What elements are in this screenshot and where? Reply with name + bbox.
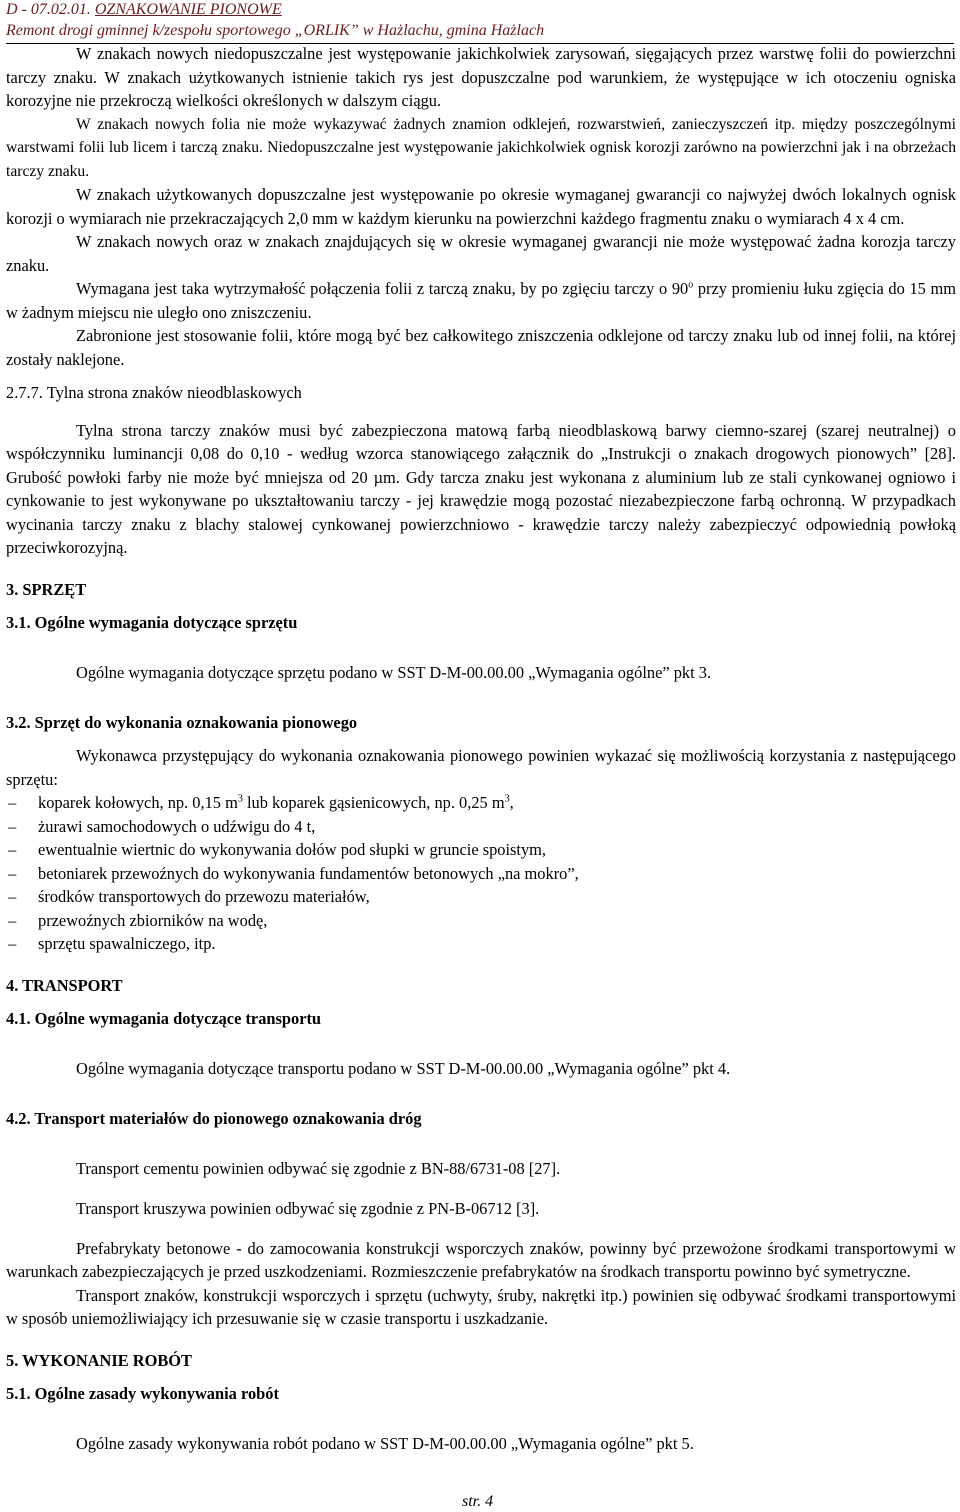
header-line-1 bbox=[6, 1, 282, 19]
list-item: – koparek kołowych, np. 0,15 $m^3$ lub koparek gąsienicowych, np. 0,25 $m^3$, bbox=[6, 791, 956, 815]
page-number: str. 4 bbox=[462, 1493, 494, 1510]
transport-aggregate: Transport kruszywa powinien odbywać się zgodnie z PN-B-06712 [3]. bbox=[76, 1198, 540, 1218]
header-title: OZNAKOWANIE PIONOWE bbox=[94, 1, 282, 18]
section-2-7-7-heading bbox=[6, 381, 956, 405]
section-3-1-heading: 3.1. Ogólne wymagania dotyczące sprzętu bbox=[6, 613, 298, 632]
transport-cement: Transport cementu powinien odbywać się zgodnie z BN-88/6731-08 [27]. bbox=[76, 1158, 561, 1178]
transport-prefabricates: Prefabrykaty betonowe - do zamocowania konstrukcji wsporczych znaków, powinny być przewożone środkami transportowymi w warunkach zabezpieczających je przed uszkodzeniami. Rozmieszczenie prefabrykatów na środkach transportu powinno być symetryczne. bbox=[6, 1238, 956, 1282]
degree-sign: o bbox=[688, 279, 694, 291]
section-number: 2.7.7. bbox=[6, 383, 43, 402]
section-4-2-heading: 4.2. Transport materiałów do pionowego oznakowania dróg bbox=[6, 1109, 422, 1129]
header-code: D - 07.02.01. bbox=[6, 1, 91, 18]
equipment-list bbox=[6, 791, 956, 956]
section-5-1-heading: 5.1. Ogólne zasady wykonywania robót bbox=[6, 1384, 279, 1404]
paragraph-back-side: Tylna strona tarczy znaków musi być zabezpieczona matową farbą nieodblaskową barwy ciemno-szarej (szarej neutralnej) o współczynniku luminancji 0,08 do 0,10 - według wzorca stanowiącego załącznik do „Instrukcji o znakach drogowych pionowych” [28]. Grubość powłoki farby nie może być mniejsza od 20 µm. Gdy tarcza znaku jest wykonana z aluminium lub ze stali cynkowanej ogniowo i cynkowanie to jest wykonywane po ukształtowaniu tarczy - jej krawędzie mogą pozostać niezabezpieczone farbą ochronną. W przypadkach wycinania tarczy znaku z blachy stalowej cynkowanej powierzchniowo - krawędzie tarczy należy zabezpieczyć odpowiednią powłoką przeciwkorozyjną. bbox=[6, 420, 956, 557]
section-3-2-heading: 3.2. Sprzęt do wykonania oznakowania pionowego bbox=[6, 712, 358, 732]
paragraph-scratches: W znakach nowych niedopuszczalne jest występowanie jakichkolwiek zarysowań, sięgających przez warstwę folii do powierzchni tarczy znaku. W znakach użytkowanych istnienie takich rys jest dopuszczalne pod warunkiem, że występujące w ich otoczeniu ogniska korozyjne nie przekroczą wielkości określonych w dalszym ciągu. bbox=[6, 44, 956, 110]
bend-text-b: przy promieniu łuku zgięcia do 15 mm w żadnym miejscu nie uległo ono zniszczeniu. bbox=[6, 279, 956, 322]
transport-signs: Transport znaków, konstrukcji wsporczych i sprzętu (uchwyty, śruby, nakrętki itp.) powinien się odbywać środkami transportowymi w sposób uniemożliwiający ich przesuwanie się w czasie transportu i uszkadzanie. bbox=[6, 1285, 956, 1329]
list-item: – żurawi samochodowych o udźwigu do 4 t, bbox=[6, 815, 956, 839]
paragraph-corrosion-new: W znakach nowych oraz w znakach znajdujących się w okresie wymaganej gwarancji nie może występować żadna korozja tarczy znaku. bbox=[6, 232, 956, 275]
section-4-heading: 4. TRANSPORT bbox=[6, 975, 123, 995]
section-3-2-intro: Wykonawca przystępujący do wykonania oznakowania pionowego powinien wykazać się możliwością korzystania z następującego sprzętu: bbox=[6, 746, 956, 789]
paragraph-film-removal: Zabronione jest stosowanie folii, które mogą być bez całkowitego zniszczenia odklejone od tarczy znaku lub od innej folii, na której zostały naklejone. bbox=[6, 326, 956, 369]
header-line-2: Remont drogi gminnej k/zespołu sportowego „ORLIK” w Hażlachu, gmina Hażlach bbox=[6, 22, 545, 39]
paragraph-corrosion-used: W znakach użytkowanych dopuszczalne jest występowanie po okresie wymaganej gwarancji co najwyżej dwóch lokalnych ognisk korozji o wymiarach nie przekraczających 2,0 mm w każdym kierunku na powierzchni każdego fragmentu znaku o wymiarach 4 x 4 cm. bbox=[6, 185, 956, 228]
section-title: Tylna strona znaków nieodblaskowych bbox=[46, 383, 302, 402]
section-5-1-text: Ogólne zasady wykonywania robót podano w SST D-M-00.00.00 „Wymagania ogólne” pkt 5. bbox=[76, 1434, 694, 1454]
section-4-1-heading: 4.1. Ogólne wymagania dotyczące transportu bbox=[6, 1009, 322, 1029]
list-item: – betoniarek przewoźnych do wykonywania fundamentów betonowych „na mokro”, bbox=[6, 862, 956, 886]
paragraph-bend-strength bbox=[6, 277, 956, 324]
bend-text-a: Wymagana jest taka wytrzymałość połączenia folii z tarczą znaku, by po zgięciu tarczy o 90 bbox=[76, 279, 689, 298]
list-item: – środków transportowych do przewozu materiałów, bbox=[6, 885, 956, 909]
list-item: – przewoźnych zbiorników na wodę, bbox=[6, 909, 956, 933]
list-item: – ewentualnie wiertnic do wykonywania dołów pod słupki w gruncie spoistym, bbox=[6, 838, 956, 862]
document-content bbox=[6, 42, 956, 1472]
section-4-1-text: Ogólne wymagania dotyczące transportu podano w SST D-M-00.00.00 „Wymagania ogólne” pkt 4. bbox=[76, 1059, 731, 1079]
paragraph-film-defects: W znakach nowych folia nie może wykazywać żadnych znamion odklejeń, rozwarstwień, zanieczyszczeń itp. między poszczególnymi warstwami folii lub licem i tarczą znaku. Niedopuszczalne jest występowanie jakichkolwiek ognisk korozji zarówno na powierzchni jak i na obrzeżach tarczy znaku. bbox=[6, 115, 956, 180]
section-3-1-text: Ogólne wymagania dotyczące sprzętu podano w SST D-M-00.00.00 „Wymagania ogólne” pkt 3. bbox=[76, 662, 712, 682]
section-3-heading: 3. SPRZĘT bbox=[6, 579, 87, 599]
section-5-heading: 5. WYKONANIE ROBÓT bbox=[6, 1350, 192, 1370]
list-item: – sprzętu spawalniczego, itp. bbox=[6, 932, 956, 956]
